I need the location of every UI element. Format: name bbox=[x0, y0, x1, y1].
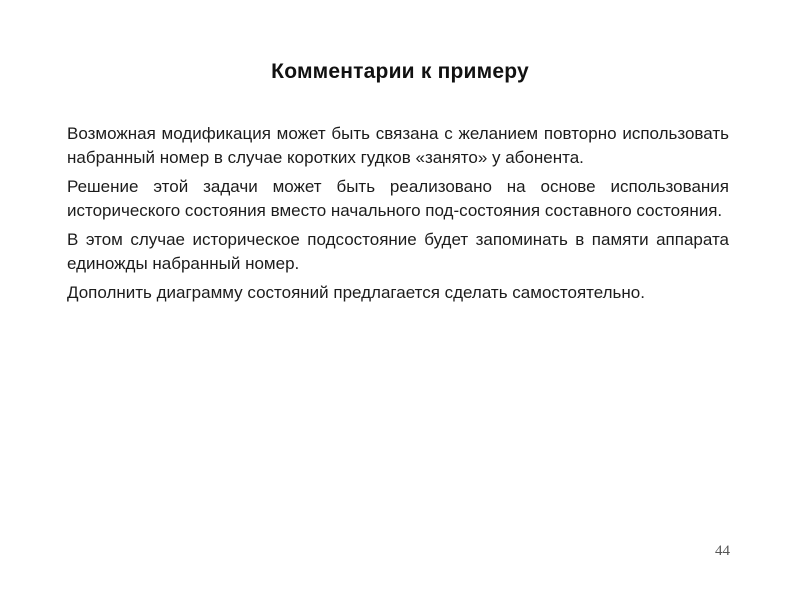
paragraph-4: Дополнить диаграмму состояний предлагается сделать самостоятельно. bbox=[67, 283, 645, 302]
slide-title: Комментарии к примеру bbox=[271, 60, 529, 83]
paragraph-2: Решение этой задачи может быть реализовано на основе использования исторического состояния вместо начального под-состояния составного состояния. bbox=[67, 177, 729, 220]
paragraph-1: Возможная модификация может быть связана с желанием повторно использовать набранный номер в случае коротких гудков «занято» у абонента. bbox=[67, 124, 729, 167]
page-number: 44 bbox=[715, 543, 730, 559]
slide-body bbox=[67, 122, 729, 310]
paragraph-3: В этом случае историческое подсостояние будет запоминать в памяти аппарата единожды набранный номер. bbox=[67, 230, 729, 273]
